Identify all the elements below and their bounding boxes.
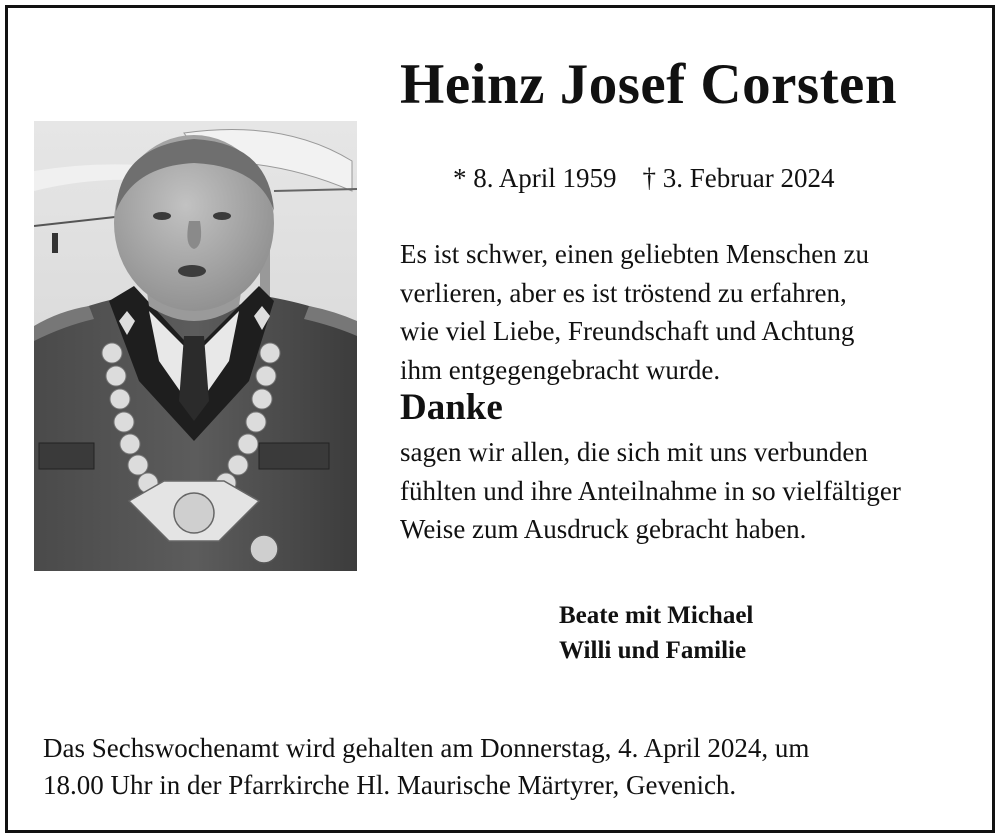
notice-line: Das Sechswochenamt wird gehalten am Donnerstag, 4. April 2024, um	[43, 733, 810, 763]
message-line: ihm entgegengebracht wurde.	[400, 354, 721, 385]
message-line: verlieren, aber es ist tröstend zu erfahren,	[400, 277, 847, 308]
notice-line: 18.00 Uhr in der Pfarrkirche Hl. Maurische Märtyrer, Gevenich.	[43, 770, 737, 800]
memorial-notice	[43, 730, 809, 804]
thanks-heading: Danke	[400, 387, 503, 428]
message-line: wie viel Liebe, Freundschaft und Achtung	[400, 316, 855, 346]
thanks-message	[400, 433, 901, 549]
death-date: † 3. Februar 2024	[642, 163, 835, 193]
birth-date: * 8. April 1959	[453, 163, 617, 193]
portrait-photo	[34, 121, 357, 571]
thanks-line: fühlten und ihre Anteilnahme in so vielfältiger	[400, 475, 901, 506]
signers	[559, 598, 753, 668]
signer-line: Willi und Familie	[559, 637, 747, 664]
message-line: Es ist schwer, einen geliebten Menschen zu	[400, 239, 870, 269]
life-dates	[453, 163, 834, 194]
thanks-line: Weise zum Ausdruck gebracht haben.	[400, 514, 807, 544]
deceased-name: Heinz Josef Corsten	[400, 53, 898, 116]
thanks-line: sagen wir allen, die sich mit uns verbunden	[400, 437, 868, 467]
obituary-card	[5, 5, 995, 833]
condolence-message	[400, 235, 869, 389]
signer-line: Beate mit Michael	[559, 602, 754, 629]
